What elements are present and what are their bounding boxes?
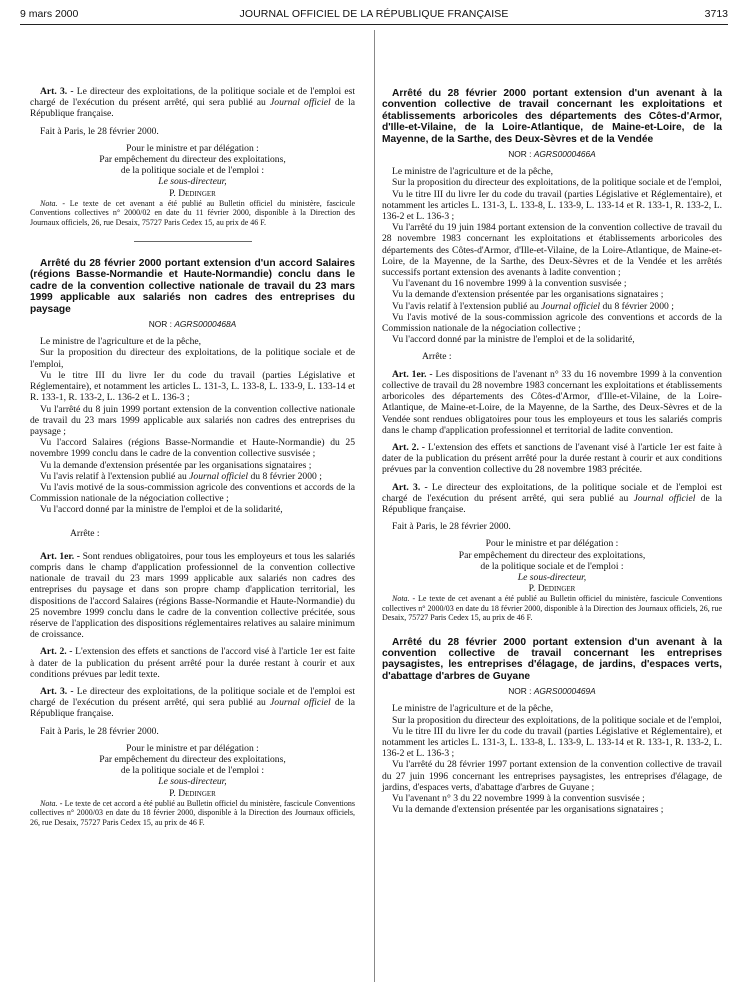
issue-date: 9 mars 2000 (20, 8, 79, 20)
right-p6: Vu la demande d'extension présentée par les organisations signataires ; (392, 289, 664, 301)
left-p4: Vu l'arrêté du 8 juin 1999 portant extension de la convention collective nationale de travail du 23 mars 1999 applicable aux salariés non cadres des entreprises du paysage ; (30, 403, 355, 437)
right-p1: Le ministre de l'agriculture et de la pêche, (392, 166, 554, 178)
left-p9: Vu l'accord donné par la ministre de l'emploi et de la solidarité, (40, 504, 283, 516)
left-divider (134, 241, 252, 242)
left-fait-1: Fait à Paris, le 28 février 2000. (40, 125, 159, 137)
right-p9: Vu l'accord donné par la ministre de l'emploi et de la solidarité, (392, 334, 635, 346)
right-nor-2: NOR : AGRS0000469A (508, 686, 596, 697)
left-p6: Vu la demande d'extension présentée par les organisations signataires ; (40, 459, 312, 471)
right-decree-title-2: Arrêté du 28 février 2000 portant extension d'un avenant à la convention collective de travail concernant les entreprises paysagistes, les entreprises d'élagage, de jardins, d'espaces verts, d'abattage d'arbres de Guyane (382, 636, 722, 682)
left-art3: Art. 3. - Le directeur des exploitations, de la politique sociale et de l'emploi est chargé de l'exécution du présent arrêté, qui sera publié au Journal officiel de la République française. (30, 685, 355, 720)
left-signature-1: Pour le ministre et par délégation : Par empêchement du directeur des exploitations, de la politique sociale et de l'emploi : Le sous-directeur, P. Dedinger (99, 142, 286, 199)
right-p2: Sur la proposition du directeur des exploitations, de la politique sociale et de l'emploi, (392, 177, 722, 189)
left-nota-2: Nota. - Le texte de cet accord a été publié au Bulletin officiel du ministère, fascicule Conventions collectives n° 2000/03 en date du 18 février 2000, disponible à la Direction des Journaux officiels, 26, rue Desaix, 75727 Paris Cedex 15, au prix de 46 F. (30, 798, 356, 827)
left-nota-1: Nota. - Le texte de cet avenant a été publié au Bulletin officiel du ministère, fascicule Conventions collectives n° 2000/02 en date du 11 février 2000, disponible à la Direction des Journaux officiels, 26, rue Desaix, 75727 Paris Cedex 15, au prix de 46 F. (30, 198, 355, 227)
left-p2: Sur la proposition du directeur des exploitations, de la politique sociale et de l'emploi, (30, 347, 355, 370)
left-p5: Vu l'accord Salaires (régions Basse-Normandie et Haute-Normandie) du 25 novembre 1999 conclu dans le cadre de la convention collective susvisée ; (30, 437, 355, 460)
right-q3: Vu le titre III du livre Ier du code du travail (parties Législative et Réglementaire), et notamment les articles L. 131-3, L. 133-8, L. 133-9, L. 133-14 et R. 133-1, R. 133-2, L. 136-2 et L. 136-3 ; (382, 725, 722, 760)
right-q2: Sur la proposition du directeur des exploitations, de la politique sociale et de l'emploi, (392, 714, 722, 726)
right-p4: Vu l'arrêté du 19 juin 1984 portant extension de la convention collective de travail du 28 novembre 1983 concernant les exploitations et établissements arboricoles des départements des Côtes-d'Armor, d'Ille-et-Vilaine, de la Loire-Atlantique, de Maine-et-Loire, de la Mayenne, de la Sarthe, des Deux-Sèvres et de la Vendée et les arrêtés successifs portant extension des avenants à ladite convention ; (382, 222, 722, 279)
left-arrete: Arrête : (70, 527, 100, 539)
page-number: 3713 (704, 8, 728, 20)
right-column (382, 88, 722, 815)
left-art3-intro: Art. 3. - Le directeur des exploitations, de la politique sociale et de l'emploi est chargé de l'exécution du présent arrêté, qui sera publié au Journal officiel de la République française. (30, 86, 355, 120)
right-fait: Fait à Paris, le 28 février 2000. (392, 521, 511, 533)
right-signature: Pour le ministre et par délégation : Par empêchement du directeur des exploitations, de la politique sociale et de l'emploi : Le sous-directeur, P. Dedinger (458, 538, 646, 595)
right-q6: Vu la demande d'extension présentée par les organisations signataires ; (392, 804, 664, 816)
left-signature-2: Pour le ministre et par délégation : Par empêchement du directeur des exploitations, de la politique sociale et de l'emploi : Le sous-directeur, P. Dedinger (99, 742, 286, 799)
right-nor-1: NOR : AGRS0000466A (508, 149, 596, 160)
left-art2: Art. 2. - L'extension des effets et sanctions de l'accord visé à l'article 1er est faite à dater de la publication du présent arrêté pour la durée restant à courir et aux conditions prévues par ledit texte. (30, 646, 356, 680)
left-nor: NOR : AGRS0000468A (148, 319, 237, 330)
right-p5: Vu l'avenant du 16 novembre 1999 à la convention susvisée ; (392, 278, 627, 290)
right-arrete: Arrête : (422, 351, 452, 363)
left-decree-title: Arrêté du 28 février 2000 portant extension d'un accord Salaires (régions Basse-Normandie et Haute-Normandie) conclu dans le cadre de la convention collective nationale de travail du 23 mars 1999 applicable aux salariés non cadres des entreprises du paysage (30, 258, 355, 315)
left-fait-2: Fait à Paris, le 28 février 2000. (40, 725, 159, 737)
header-rule (20, 24, 728, 25)
right-p3: Vu le titre III du livre Ier du code du travail (parties Législative et Réglementaire), et notamment les articles L. 131-3, L. 133-8, L. 133-9, L. 133-14 et R. 133-1, R. 133-2, L. 136-2 et L. 136-3 ; (382, 188, 722, 223)
right-art2: Art. 2. - L'extension des effets et sanctions de l'avenant visé à l'article 1er est faite à dater de la publication du présent arrêté pour la durée restant à courir et aux conditions prévues par la convention collective du 28 novembre 1983 précitée. (382, 441, 722, 476)
right-nota: Nota. - Le texte de cet avenant a été publié au Bulletin officiel du ministère, fascicule Conventions collectives n° 2000/03 en date du 18 février 2000, disponible à la Direction des Journaux officiels, 26, rue Desaix, 75727 Paris Cedex 15, au prix de 46 F. (382, 594, 722, 623)
left-p7: Vu l'avis relatif à l'extension publié au Journal officiel du 8 février 2000 ; (40, 470, 322, 482)
left-art1: Art. 1er. - Sont rendues obligatoires, pour tous les employeurs et tous les salariés compris dans le champ d'application professionnel de la convention collective nationale de travail du 23 mars 1999 applicable aux salariés non cadres des entreprises du paysage et dans son propre champ d'application territorial, les dispositions de l'accord Salaires (régions Basse-Normandie et Haute-Normandie) du 25 novembre 1999 conclu dans le cadre de la convention collective précitée, sous réserve de l'application des dispositions réglementaires relatives au salaire minimum de croissance. (30, 550, 355, 641)
right-art1: Art. 1er. - Les dispositions de l'avenant n° 33 du 16 novembre 1999 à la convention collective de travail du 28 novembre 1983 concernant les exploitations et établissements arboricoles des départements des Côtes-d'Armor, d'Ille-et-Vilaine, de la Loire-Atlantique, de Maine-et-Loire, de la Mayenne, de la Sarthe, des Deux-Sèvres et de la Vendée sont rendues obligatoires pour tous les employeurs et tous les salariés compris dans le champ d'application professionnel et territorial de ladite convention. (382, 368, 722, 436)
right-p8: Vu l'avis motivé de la sous-commission agricole des conventions et accords de la Commission nationale de la négociation collective ; (382, 311, 722, 335)
right-q4: Vu l'arrêté du 28 février 1997 portant extension de la convention collective de travail du 27 juin 1996 concernant les entreprises paysagistes, les entreprises d'élagage, de jardins, d'espaces verts, d'abattage d'arbres de Guyane ; (382, 759, 722, 793)
left-column (30, 86, 355, 827)
right-q1: Le ministre de l'agriculture et de la pêche, (392, 703, 554, 715)
journal-title: JOURNAL OFFICIEL DE LA RÉPUBLIQUE FRANÇAISE (239, 8, 509, 20)
right-art3: Art. 3. - Le directeur des exploitations, de la politique sociale et de l'emploi est chargé de l'exécution du présent arrêté, qui sera publié au Journal officiel de la République française. (382, 481, 723, 515)
right-decree-title-1: Arrêté du 28 février 2000 portant extension d'un avenant à la convention collective de travail concernant les exploitations et établissements arboricoles des départements des Côtes-d'Armor, d'Ille-et-Vilaine, de la Loire-Atlantique, de Maine-et-Loire, de la Mayenne, de la Sarthe, des Deux-Sèvres et de la Vendée (382, 88, 722, 145)
right-p7: Vu l'avis relatif à l'extension publié au Journal officiel du 8 février 2000 ; (392, 300, 674, 312)
page-header (20, 8, 728, 24)
right-q5: Vu l'avenant n° 3 du 22 novembre 1999 à la convention susvisée ; (392, 793, 645, 805)
column-separator (374, 30, 375, 982)
left-p3: Vu le titre III du livre Ier du code du travail (parties Législative et Réglementaire), et notamment les articles L. 131-3, L. 133-8, L. 133-9, L. 133-14 et R. 133-1, R. 133-2, L. 136-2 et L. 136-3 ; (30, 369, 355, 404)
left-p8: Vu l'avis motivé de la sous-commission agricole des conventions et accords de la Commission nationale de la négociation collective ; (30, 481, 355, 505)
left-p1: Le ministre de l'agriculture et de la pêche, (40, 336, 202, 348)
